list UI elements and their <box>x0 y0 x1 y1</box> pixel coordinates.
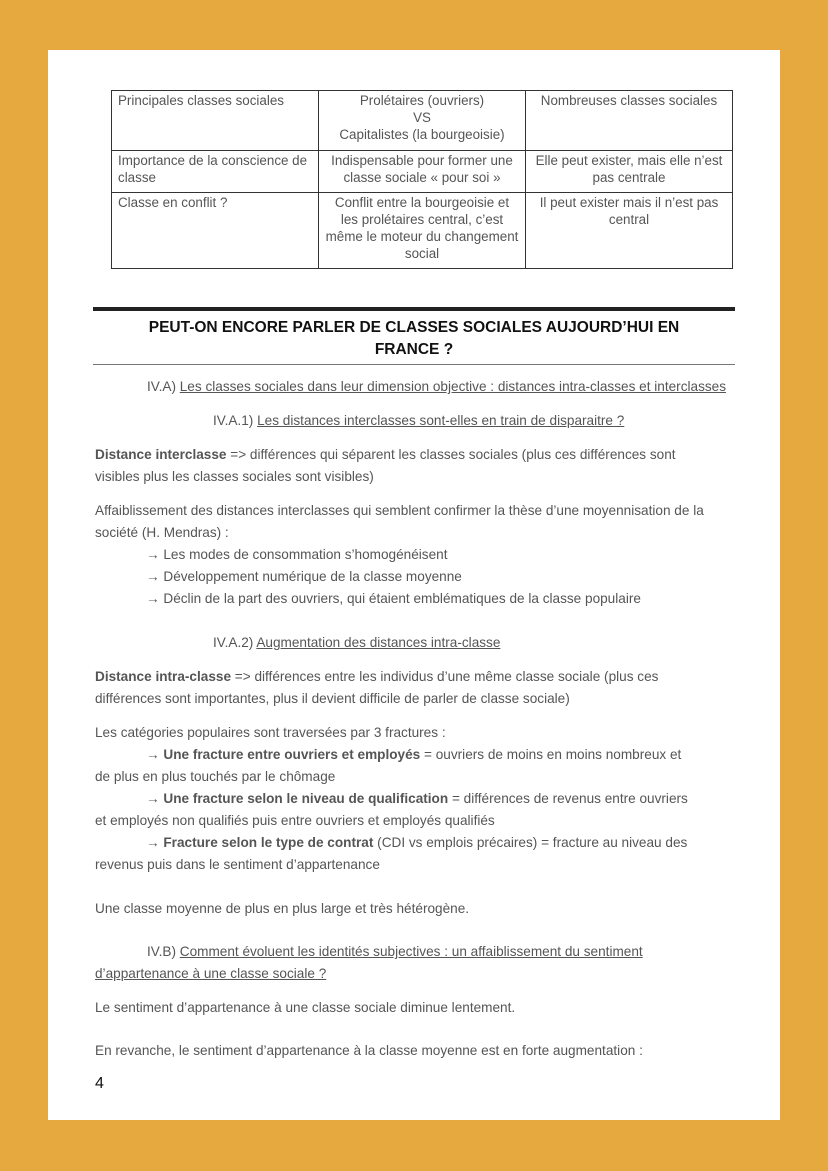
list-item: → Une fracture entre ouvriers et employés = ouvriers de moins en moins nombreux et <box>146 747 682 762</box>
table-cell: Classe en conflit ? <box>112 193 319 269</box>
table-cell: Nombreuses classes sociales <box>526 91 733 151</box>
paragraph-fractures: Les catégories populaires sont traversées par 3 fractures : → Une fracture entre ouvriers et employés = ouvriers de moins en moins nombreux et de plus en plus touchés par le chômage → Une fracture selon le niveau de qualification = différences de revenus entre ouvriers et employés non qualifiés puis entre ouvriers et employés qualifiés → Fracture selon le type de contrat (CDI vs emplois précaires) = fracture au niveau des revenus puis dans le sentiment d’appartenance <box>95 725 688 872</box>
table-cell: Conflit entre la bourgeoisie et les prolétaires central, c’est même le moteur du changement social <box>319 193 526 269</box>
table-cell: Elle peut exister, mais elle n’est pas centrale <box>526 151 733 193</box>
paragraph-revanche: En revanche, le sentiment d’appartenance à la classe moyenne est en forte augmentation : <box>95 1043 643 1058</box>
section-heading <box>93 317 735 361</box>
list-item: → Déclin de la part des ouvriers, qui étaient emblématiques de la classe populaire <box>146 591 641 606</box>
paragraph-distance-interclasse: Distance interclasse => différences qui séparent les classes sociales (plus ces différences sont visibles plus les classes sociales sont visibles) <box>95 447 676 484</box>
page-number: 4 <box>95 1075 104 1092</box>
heading-top-rule <box>93 307 735 311</box>
subheading-iv-a-2: IV.A.2) Augmentation des distances intra-classe <box>213 635 501 650</box>
table-cell: Importance de la conscience de classe <box>112 151 319 193</box>
heading-bottom-rule <box>93 364 735 365</box>
comparison-table <box>111 90 733 269</box>
list-item: → Une fracture selon le niveau de qualification = différences de revenus entre ouvriers <box>146 791 688 806</box>
table-cell: Prolétaires (ouvriers) VS Capitalistes (la bourgeoisie) <box>319 91 526 151</box>
list-item: → Fracture selon le type de contrat (CDI vs emplois précaires) = fracture au niveau des <box>146 835 688 850</box>
table-row <box>112 193 733 269</box>
subheading-iv-a-1: IV.A.1) Les distances interclasses sont-elles en train de disparaitre ? <box>213 413 625 428</box>
table-row <box>112 151 733 193</box>
table-cell: Principales classes sociales <box>112 91 319 151</box>
table-row <box>112 91 733 151</box>
table-cell: Indispensable pour former une classe sociale « pour soi » <box>319 151 526 193</box>
subheading-iv-b: IV.B) Comment évoluent les identités subjectives : un affaiblissement du sentiment d’appartenance à une classe sociale ? <box>95 944 643 981</box>
table-cell: Il peut exister mais il n’est pas central <box>526 193 733 269</box>
paragraph-classe-moyenne: Une classe moyenne de plus en plus large et très hétérogène. <box>95 901 470 916</box>
paragraph-affaiblissement: Affaiblissement des distances interclasses qui semblent confirmer la thèse d’une moyennisation de la société (H. Mendras) : → Les modes de consommation s’homogénéisent → Développement numérique de la classe moyenne → Déclin de la part des ouvriers, qui étaient emblématiques de la classe populaire <box>95 500 704 610</box>
list-item: → Développement numérique de la classe moyenne <box>146 569 462 584</box>
subheading-iv-a: IV.A) Les classes sociales dans leur dimension objective : distances intra-classes et interclasses <box>147 379 727 394</box>
list-item: → Les modes de consommation s’homogénéisent <box>146 547 448 562</box>
paragraph-distance-intra: Distance intra-classe => différences entre les individus d’une même classe sociale (plus ces différences sont importantes, plus il devient difficile de parler de classe sociale) <box>95 669 659 706</box>
heading-line: PEUT-ON ENCORE PARLER DE CLASSES SOCIALES AUJOURD’HUI EN <box>148 319 680 336</box>
paragraph-sentiment: Le sentiment d’appartenance à une classe sociale diminue lentement. <box>95 1000 516 1015</box>
heading-line: FRANCE ? <box>374 341 454 358</box>
